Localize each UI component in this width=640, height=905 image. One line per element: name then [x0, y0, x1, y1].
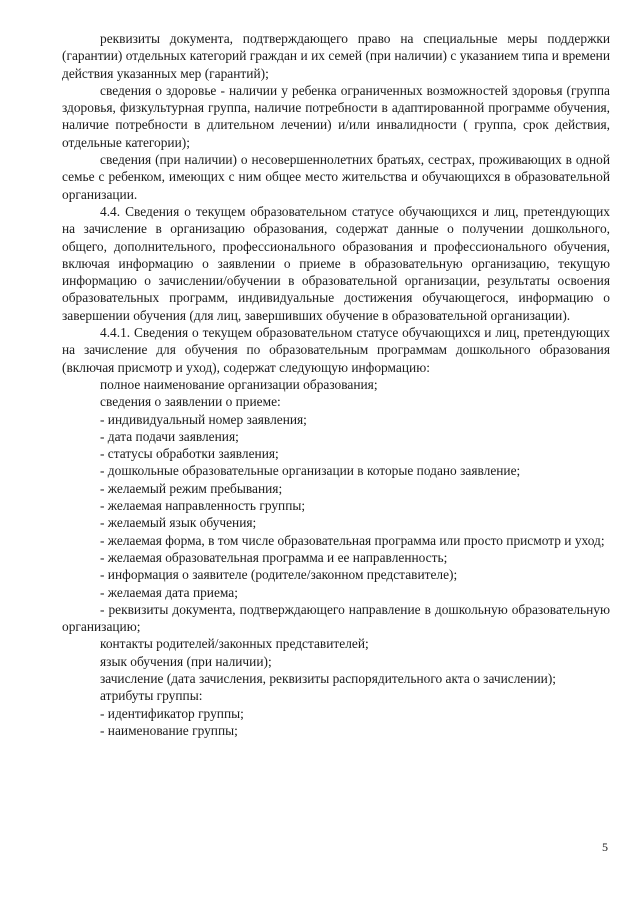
list-item: - информация о заявителе (родителе/законном представителе);	[100, 567, 458, 583]
paragraph: 4.4. Сведения о текущем образовательном статусе обучающихся и лиц, претендующих на зачисление в организацию образования, содержат данные о получении дошкольного, общего, дополнительного, профессионального образования и профессионального обучения, включая информацию о заявлении о приеме в образовательную организацию, текущую информацию о зачислении/обучении в образовательной организации, результаты освоения образовательных программ, индивидуальные достижения обучающегося, информацию о завершении обучения (для лиц, завершивших обучение в образовательной организации).	[62, 203, 610, 323]
paragraph: сведения (при наличии) о несовершеннолетних братьях, сестрах, проживающих в одной семье с ребенком, имеющих с ним общее место жительства и обучающихся в образовательной организации.	[62, 152, 610, 202]
document-page	[62, 30, 610, 739]
list-item: - статусы обработки заявления;	[100, 446, 279, 462]
list-item: - желаемая дата приема;	[100, 584, 238, 600]
paragraph: сведения о здоровье - наличии у ребенка ограниченных возможностей здоровья (группа здоровья, физкультурная группа, наличие потребности в адаптированной программе обучения, наличие потребности в длительном лечении) и/или инвалидности ( группа, срок действия, отдельные категории);	[62, 82, 610, 150]
list-item: - дошкольные образовательные организации в которые подано заявление;	[100, 463, 521, 479]
list-item: - реквизиты документа, подтверждающего направление в дошкольную образовательную организацию;	[62, 601, 610, 635]
list-item: - желаемая направленность группы;	[100, 498, 306, 514]
list-item: полное наименование организации образования;	[100, 376, 378, 392]
list-item: - желаемая образовательная программа и ее направленность;	[100, 549, 448, 565]
list-item: зачисление (дата зачисления, реквизиты распорядительного акта о зачислении);	[100, 670, 556, 686]
paragraph: 4.4.1. Сведения о текущем образовательном статусе обучающихся и лиц, претендующих на зачисление для обучения по образовательным программам дошкольного образования (включая присмотр и уход), содержат следующую информацию:	[62, 325, 610, 375]
list-item: - индивидуальный номер заявления;	[100, 411, 307, 427]
list-item: - желаемый язык обучения;	[100, 515, 257, 531]
list-item: - идентификатор группы;	[100, 705, 244, 721]
list-item: язык обучения (при наличии);	[100, 653, 272, 669]
list-item: сведения о заявлении о приеме:	[100, 394, 281, 410]
list-item: - желаемая форма, в том числе образовательная программа или просто присмотр и уход;	[100, 532, 605, 548]
paragraph: реквизиты документа, подтверждающего право на специальные меры поддержки (гарантии) отдельных категорий граждан и их семей (при наличии) с указанием типа и времени действия указанных мер (гарантий);	[62, 31, 610, 81]
list-item: контакты родителей/законных представителей;	[100, 636, 369, 652]
list-item: атрибуты группы:	[100, 688, 203, 704]
list-item: - дата подачи заявления;	[100, 428, 239, 444]
list-item: - желаемый режим пребывания;	[100, 480, 283, 496]
page-number: 5	[602, 840, 608, 854]
list-item: - наименование группы;	[100, 722, 238, 738]
